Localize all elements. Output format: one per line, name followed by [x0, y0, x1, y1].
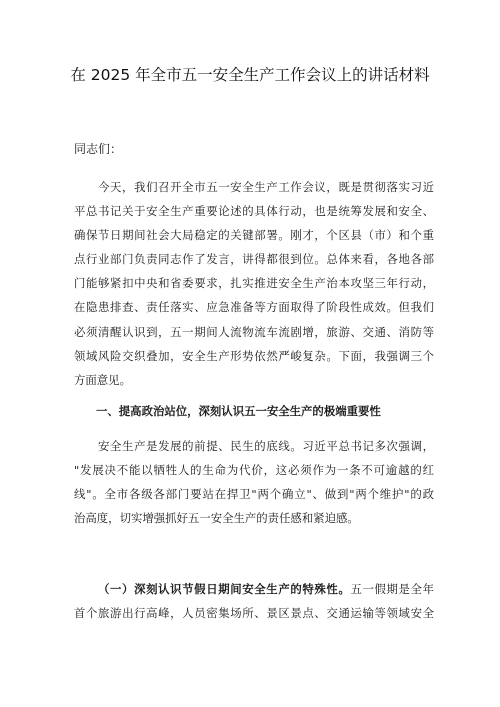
- paragraph-line: 领域风险交织叠加，安全生产形势依然严峻复杂。下面，我强调三个: [74, 348, 434, 363]
- paragraph-line: 安全生产是发展的前提、民生的底线。习近平总书记多次强调，: [98, 439, 434, 453]
- section-heading: 一、提高政治站位，深刻认识五一安全生产的极端重要性: [96, 404, 381, 418]
- subsection1-paragraph: [74, 577, 434, 625]
- paragraph-line: 线"。全市各级各部门要站在捍卫"两个确立"、做到"两个维护"的政: [74, 487, 434, 502]
- paragraph-line: 平总书记关于安全生产重要论述的具体行动，也是统筹发展和安全、: [74, 204, 434, 219]
- paragraph-line: 门能够紧扣中央和省委要求，扎实推进安全生产治本攻坚三年行动，: [74, 276, 434, 291]
- document-title: 在 2025 年全市五一安全生产工作会议上的讲话材料: [70, 66, 430, 84]
- paragraph-line: 点行业部门负责同志作了发言，讲得都很到位。总体来看，各地各部: [74, 252, 434, 267]
- paragraph-line: 首个旅游出行高峰，人员密集场所、景区景点、交通运输等领域安全: [74, 606, 434, 621]
- subsection-heading: （一）深刻认识节假日期间安全生产的特殊性。: [98, 582, 351, 596]
- paragraph-line: "发展决不能以牺牲人的生命为代价，这必须作为一条不可逾越的红: [74, 463, 434, 478]
- paragraph-line: 必须清醒认识到，五一期间人流物流车流剧增，旅游、交通、消防等: [74, 324, 434, 339]
- section1-paragraph: [74, 434, 434, 530]
- paragraph-line: 在隐患排查、责任落实、应急准备等方面取得了阶段性成效。但我们: [74, 300, 434, 315]
- salutation: 同志们：: [74, 142, 123, 156]
- subsection-text: 五一假期是全年: [350, 582, 434, 596]
- paragraph-line: 方面意见。: [74, 372, 131, 387]
- paragraph-line: 治高度，切实增强抓好五一安全生产的责任感和紧迫感。: [74, 511, 359, 526]
- paragraph-line: 今天，我们召开全市五一安全生产工作会议，既是贯彻落实习近: [98, 180, 434, 194]
- intro-paragraph: [74, 175, 434, 392]
- paragraph-line: 确保节日期间社会大局稳定的关键部署。刚才，个区县（市）和个重: [74, 228, 434, 243]
- paragraph-line: [74, 577, 434, 601]
